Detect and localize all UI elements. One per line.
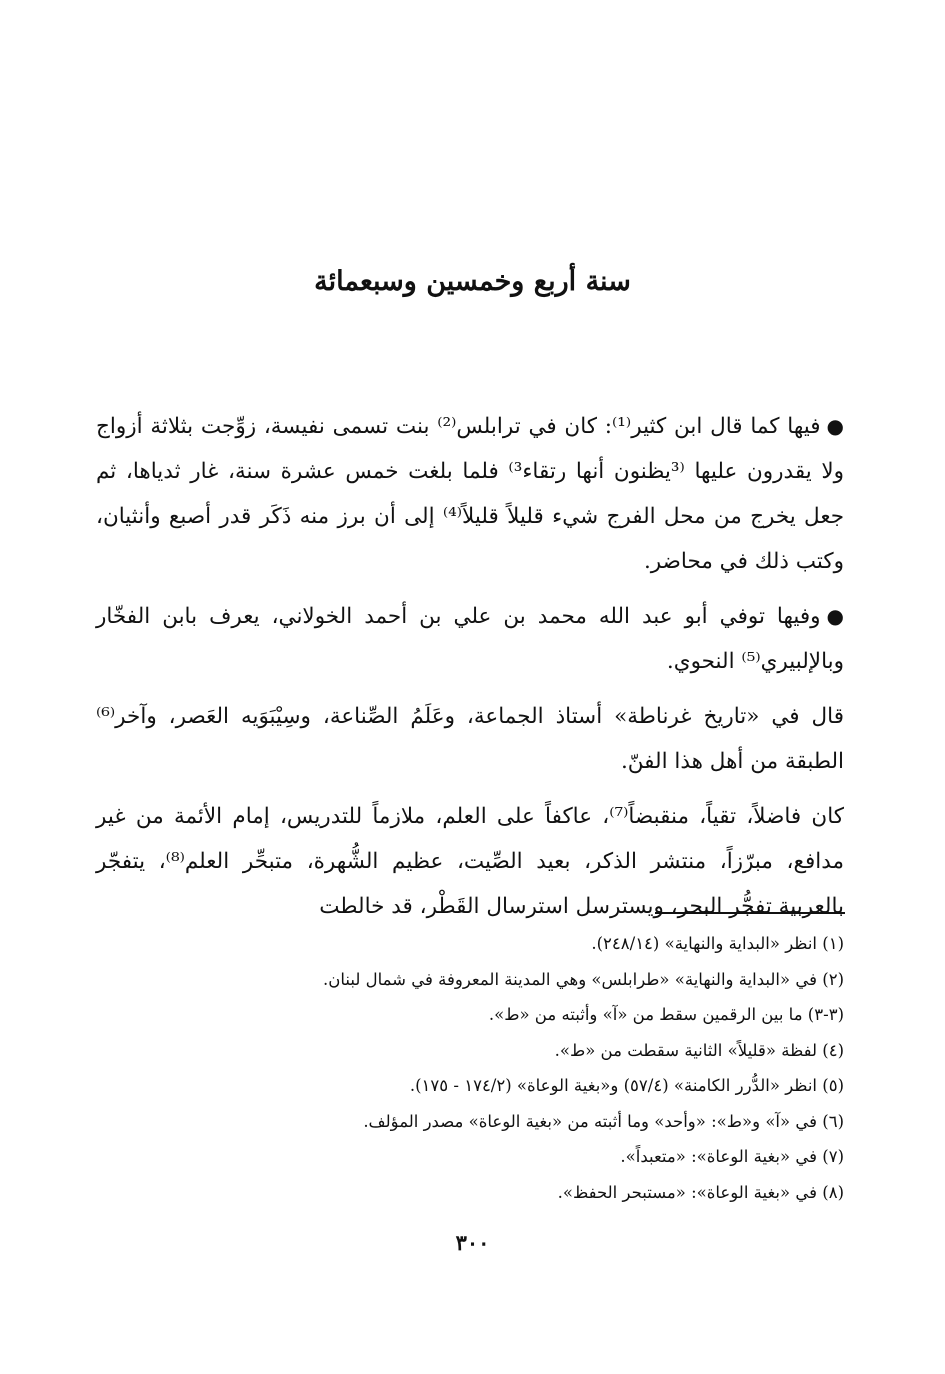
footnote-3: (٣-٣) ما بين الرقمين سقط من «آ» وأثبته من «ط». [488,1005,844,1024]
footnote-4: (٤) لفظة «قليلاً» الثانية سقطت من «ط». [554,1040,844,1060]
bullet-icon: ● [826,414,844,438]
footnote-divider [655,912,845,914]
main-text [96,404,844,939]
paragraph-text: وفيها توفي أبو عبد الله محمد بن علي بن أحمد الخولاني، يعرف بابن الفخّار وبالإلبيري⁽⁵⁾ النحوي. [96,604,844,674]
footnotes [96,926,844,1210]
paragraph-text: فيها كما قال ابن كثير⁽¹⁾: كان في ترابلس⁽²⁾ بنت تسمى نفيسة، زوِّجت بثلاثة أزواج ولا يقدرون عليها ⁽³يظنون أنها رتقاء³⁾ فلما بلغت خمس عشرة سنة، غار ثدياها، ثم جعل يخرج من محل الفرج شيء قليلاً قليلاً⁽⁴⁾ إلى أن برز منه ذَكَر قدر أصبع وأنثيان، وكتب ذلك في محاضر. [96,414,844,574]
footnote-8: (٨) في «بغية الوعاة»: «مستبحر الحفظ». [557,1182,844,1202]
footnote-1: (١) انظر «البداية والنهاية» (٢٤٨/١٤). [591,934,844,953]
footnote-7: (٧) في «بغية الوعاة»: «متعبداً». [620,1147,844,1166]
paragraph-4 [96,794,844,929]
paragraph-text: قال في «تاريخ غرناطة» أستاذ الجماعة، وعَلَمُ الصِّناعة، وسِيْبَوَيه العَصر، وآخر⁽⁶⁾ الطبقة من أهل هذا الفنّ. [96,704,844,774]
paragraph-3 [96,694,844,784]
chapter-title: سنة أربع وخمسين وسبعمائة [314,266,631,297]
page-number: ٣٠٠ [455,1230,490,1255]
footnote-2: (٢) في «البداية والنهاية» «طرابلس» وهي المدينة المعروفة في شمال لبنان. [323,969,844,989]
footnote-5: (٥) انظر «الدُّرر الكامنة» (٥٧/٤) و«بغية الوعاة» (١٧٤/٢ - ١٧٥). [409,1076,844,1095]
paragraph-2 [96,594,844,684]
paragraph-text: كان فاضلاً، تقياً، منقبضاً⁽⁷⁾، عاكفاً على العلم، ملازماً للتدريس، إمام الأئمة من غير مدافع، مبرّزاً، منتشر الذكر، بعيد الصِّيت، عظيم الشُّهرة، متبحِّر العلم⁽⁸⁾، يتفجّر بالعربية تفجُّر البحر، ويسترسل استرسال القَطْر، قد خالطت [96,804,844,919]
bullet-icon: ● [826,604,844,628]
footnote-6: (٦) في «آ» و«ط»: «وأحد» وما أثبته من «بغية الوعاة» مصدر المؤلف. [363,1111,844,1131]
paragraph-1 [96,404,844,584]
